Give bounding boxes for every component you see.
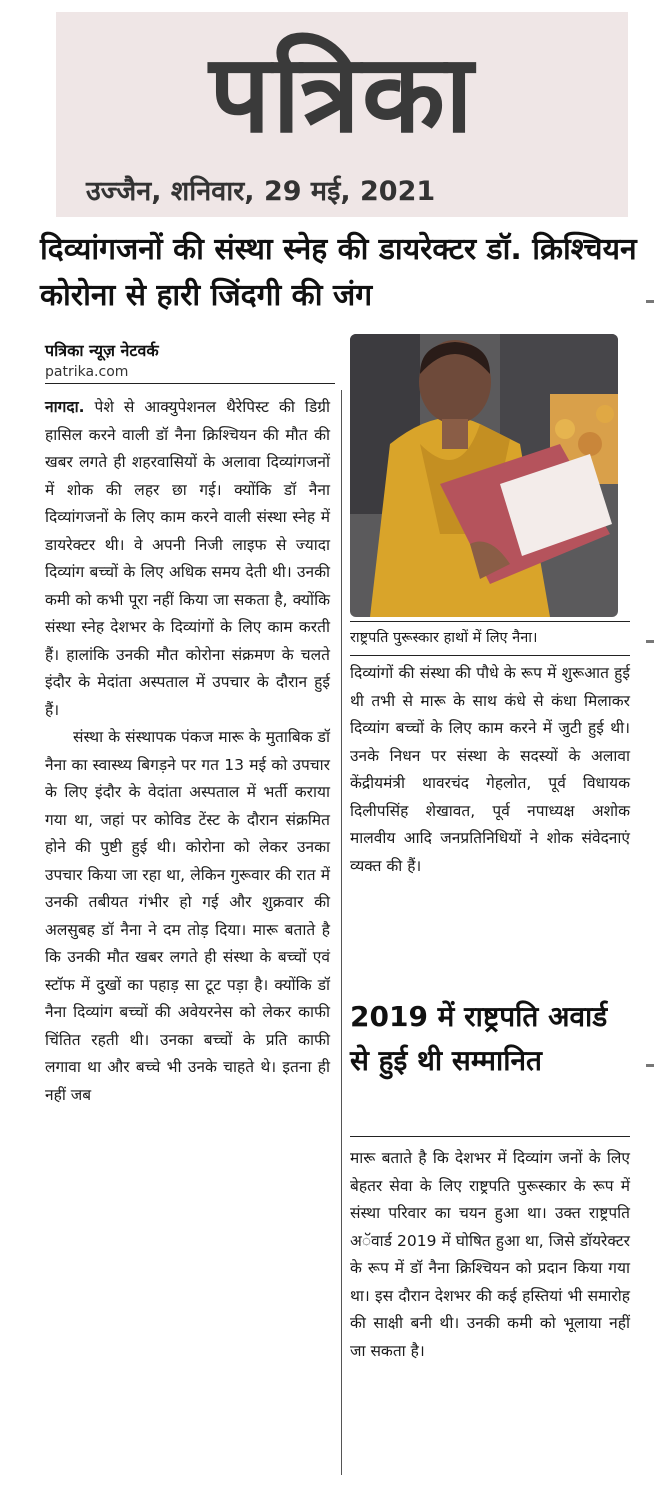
photo-rule xyxy=(350,621,630,622)
edition-date-line: उज्जैन, शनिवार, 29 मई, 2021 xyxy=(86,176,436,207)
right-column-top xyxy=(350,660,630,880)
byline-rule xyxy=(45,383,335,384)
scan-mark xyxy=(646,300,654,303)
masthead xyxy=(56,12,628,217)
article-headline: दिव्यांगजनों की संस्था स्नेह की डायरेक्टर डॉ. क्रिश्चियन कोरोना से हारी जिंदगी की जंग xyxy=(40,232,637,313)
right-column-bottom xyxy=(350,1145,630,1365)
scan-mark xyxy=(646,1064,654,1067)
dateline: नागदा. xyxy=(45,398,85,416)
byline: पत्रिका न्यूज़ नेटवर्क xyxy=(45,341,159,360)
newspaper-logo: पत्रिका xyxy=(209,32,475,157)
scan-mark xyxy=(646,640,654,643)
photo-caption: राष्ट्रपति पुरूस्कार हाथों में लिए नैना। xyxy=(350,630,538,646)
paragraph: संस्था के संस्थापक पंकज मारू के मुताबिक डॉ नैना का स्वास्थ्य बिगड़ने पर गत 13 मई को उपचार के लिए इंदौर के वेदांता अस्पताल में भर्ती कराया गया था, जहां पर कोविड टेंस्ट के दौरान संक्रमित होने की पुष्टी हुई थी। कोरोना को लेकर उनका उपचार किया जा रहा था, लेकिन गुरूवार की रात में उनकी तबीयत गंभीर हो गई और शुक्रवार की अलसुबह डॉ नैना ने दम तोड़ दिया। मारू बताते है कि उनकी मौत खबर लगते ही संस्था के बच्चों एवं स्टॉफ में दुखों का पहाड़ सा टूट पड़ा है। क्योंकि डॉ नैना दिव्यांग बच्चों की अवेयरनेस को लेकर काफी चिंतित रहती थी। उनका बच्चों के प्रति काफी लगावा था और बच्चे भी उनके चाहते थे। इतना ही नहीं जब xyxy=(45,728,330,1104)
article-photo xyxy=(350,334,618,617)
paragraph: दिव्यांगों की संस्था की पौधे के रूप में शुरूआत हुई थी तभी से मारू के साथ कंधे से कंधा मिलाकर दिव्यांग बच्चों के लिए काम करने में जुटी हुई थी। उनके निधन पर संस्था के सदस्यों के अलावा केंद्रीयमंत्री थावरचंद गेहलोत, पूर्व विधायक दिलीपसिंह शेखावत, पूर्व नपाध्यक्ष अशोक मालवीय आदि जनप्रतिनिधियों ने शोक संवेदनाएं व्यक्त की हैं। xyxy=(350,664,630,875)
byline-site: patrika.com xyxy=(45,364,129,380)
sub-headline: 2019 में राष्ट्रपति अवार्ड से हुई थी सम्मानित xyxy=(350,1000,608,1077)
paragraph: मारू बताते है कि देशभर में दिव्यांग जनों के लिए बेहतर सेवा के लिए राष्ट्रपति पुरूस्कार के रूप में संस्था परिवार का चयन हुआ था। उक्त राष्ट्रपति अॅवार्ड 2019 में घोषित हुआ था, जिसे डॉयरेक्टर के रूप में डॉ नैना क्रिश्चियन को प्रदान किया गया था। इस दौरान देशभर की कई हस्तियां भी समारोह की साक्षी बनी थी। उनकी कमी को भूलाया नहीं जा सकता है। xyxy=(350,1149,630,1360)
subhead-rule xyxy=(350,1136,630,1137)
paragraph: पेशे से आक्युपेशनल थैरेपिस्ट की डिग्री हासिल करने वाली डॉ नैना क्रिश्चियन की मौत की खबर लगते ही शहरवासियों के अलावा दिव्यांगजनों में शोक की लहर छा गई। क्योंकि डॉ नैना दिव्यांगजनों के लिए काम करने वाली संस्था स्नेह में डायरेक्टर थी। वे अपनी निजी लाइफ से ज्यादा दिव्यांग बच्चों के लिए अधिक समय देती थी। उनकी कमी को कभी पूरा नहीं किया जा सकता है, क्योंकि संस्था स्नेह देशभर के दिव्यांगों के लिए काम करती हैं। हालांकि उनकी मौत कोरोना संक्रमण के चलते इंदौर के मेदांता अस्पताल में उपचार के दौरान हुई हैं। xyxy=(45,398,330,719)
left-column xyxy=(45,394,330,1109)
caption-rule xyxy=(350,655,630,656)
column-divider xyxy=(341,390,342,1475)
